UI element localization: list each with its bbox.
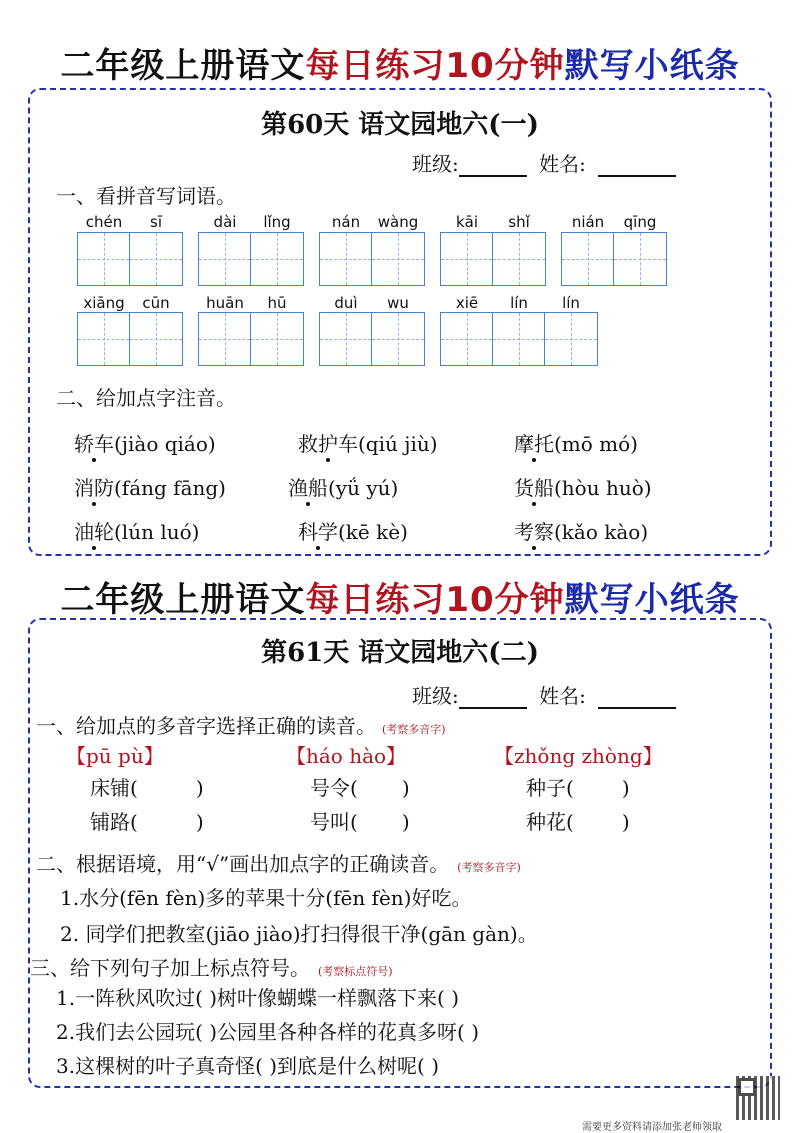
writing-grid[interactable] xyxy=(440,232,546,286)
name-blank[interactable] xyxy=(598,687,676,709)
annotation-item: 救护车(qiú jiù) xyxy=(298,432,438,456)
section3-note: (考察标点符号) xyxy=(318,965,393,978)
class-blank[interactable] xyxy=(459,687,527,709)
writing-grid[interactable] xyxy=(561,232,667,286)
punctuation-sentence-1[interactable]: 1.一阵秋风吹过( )树叶像蝴蝶一样飘落下来( ) xyxy=(56,986,460,1010)
footer-text: 需要更多资料请添加张老师领取 xyxy=(582,1122,722,1133)
pinyin: wu xyxy=(387,294,409,312)
pinyin: kāi xyxy=(455,213,479,231)
class-label: 班级: xyxy=(412,684,459,708)
sheet1-class-name-row xyxy=(412,148,676,177)
pinyin: qīng xyxy=(623,213,657,231)
sheet2-section2 xyxy=(36,848,521,877)
section2-note: (考察多音字) xyxy=(457,861,521,874)
section1-note: (考察多音字) xyxy=(382,723,446,736)
pinyin: duì xyxy=(334,294,358,312)
pinyin: shǐ xyxy=(508,213,530,231)
pinyin: cūn xyxy=(142,294,170,312)
context-sentence-1[interactable]: 1.水分(fēn fèn)多的苹果十分(fēn fèn)好吃。 xyxy=(60,886,472,910)
annotation-item: 消防(fáng fāng) xyxy=(74,476,226,500)
section1-title: 一、给加点的多音字选择正确的读音。 xyxy=(36,714,376,738)
sheet2-class-name-row xyxy=(412,680,676,709)
writing-grid[interactable] xyxy=(77,312,183,366)
sheet2-day-title: 第61天 语文园地六(二) xyxy=(261,638,539,668)
group-pinyin: 【háo hào】 xyxy=(286,744,407,768)
pinyin: lín xyxy=(562,294,580,312)
pinyin: xiē xyxy=(455,294,479,312)
annotation-item: 货船(hòu huò) xyxy=(514,476,652,500)
annotation-item: 摩托(mō mó) xyxy=(514,432,638,456)
header-part2: 每日练习10分钟 xyxy=(305,46,565,86)
group-pinyin: 【pū pù】 xyxy=(66,744,164,768)
annotation-item: 轿车(jiào qiáo) xyxy=(74,432,216,456)
header-part3: 默写小纸条 xyxy=(564,46,740,86)
writing-grid[interactable] xyxy=(198,312,304,366)
polyphone-item[interactable]: 号叫( ) xyxy=(310,810,410,834)
pinyin: dài xyxy=(213,213,237,231)
header-part3: 默写小纸条 xyxy=(564,580,740,620)
name-label: 姓名: xyxy=(539,152,586,176)
annotation-item: 油轮(lún luó) xyxy=(74,520,200,544)
pinyin: xiāng xyxy=(83,294,125,312)
qr-code-icon xyxy=(736,1076,780,1120)
punctuation-sentence-2[interactable]: 2.我们去公园玩( )公园里各种各样的花真多呀( ) xyxy=(56,1020,480,1044)
class-blank[interactable] xyxy=(459,155,527,177)
polyphone-item[interactable]: 号令( ) xyxy=(310,776,410,800)
header-part2: 每日练习10分钟 xyxy=(305,580,565,620)
polyphone-item[interactable]: 铺路( ) xyxy=(90,810,204,834)
sheet1-section2-title: 二、给加点字注音。 xyxy=(56,386,236,410)
punctuation-sentence-3[interactable]: 3.这棵树的叶子真奇怪( )到底是什么树呢( ) xyxy=(56,1054,440,1078)
class-label: 班级: xyxy=(412,152,459,176)
section3-title: 三、给下列句子加上标点符号。 xyxy=(30,956,310,980)
sheet2-header xyxy=(0,572,800,621)
writing-grid[interactable] xyxy=(77,232,183,286)
polyphone-item[interactable]: 种子( ) xyxy=(526,776,630,800)
pinyin: chén xyxy=(85,213,123,231)
polyphone-item[interactable]: 种花( ) xyxy=(526,810,630,834)
pinyin: nán xyxy=(331,213,361,231)
annotation-item: 渔船(yǘ yú) xyxy=(288,476,399,500)
sheet2-section1 xyxy=(36,710,446,739)
sheet2-section3 xyxy=(30,952,393,981)
section2-title: 二、根据语境，用“√”画出加点字的正确读音。 xyxy=(36,852,450,876)
writing-grid[interactable] xyxy=(198,232,304,286)
context-sentence-2[interactable]: 2. 同学们把教室(jiāo jiào)打扫得很干净(gān gàn)。 xyxy=(60,922,538,946)
header-part1: 二年级上册语文 xyxy=(60,580,306,620)
writing-grid[interactable] xyxy=(319,312,425,366)
pinyin: huān xyxy=(206,294,244,312)
annotation-item: 考察(kǎo kào) xyxy=(514,520,649,544)
pinyin: sī xyxy=(150,213,162,231)
header-part1: 二年级上册语文 xyxy=(60,46,306,86)
writing-grid[interactable] xyxy=(319,232,425,286)
group-pinyin: 【zhǒng zhòng】 xyxy=(494,744,663,768)
sheet1-header xyxy=(0,38,800,87)
writing-grid[interactable] xyxy=(440,312,598,366)
name-label: 姓名: xyxy=(539,684,586,708)
sheet1-day-title: 第60天 语文园地六(一) xyxy=(261,110,539,140)
sheet1-section1-title: 一、看拼音写词语。 xyxy=(56,184,236,208)
annotation-item: 科学(kē kè) xyxy=(298,520,408,544)
pinyin: lǐng xyxy=(263,213,291,231)
pinyin: lín xyxy=(510,294,528,312)
pinyin: hū xyxy=(267,294,287,312)
pinyin: nián xyxy=(571,213,605,231)
pinyin: wàng xyxy=(377,213,419,231)
polyphone-item[interactable]: 床铺( ) xyxy=(90,776,204,800)
name-blank[interactable] xyxy=(598,155,676,177)
